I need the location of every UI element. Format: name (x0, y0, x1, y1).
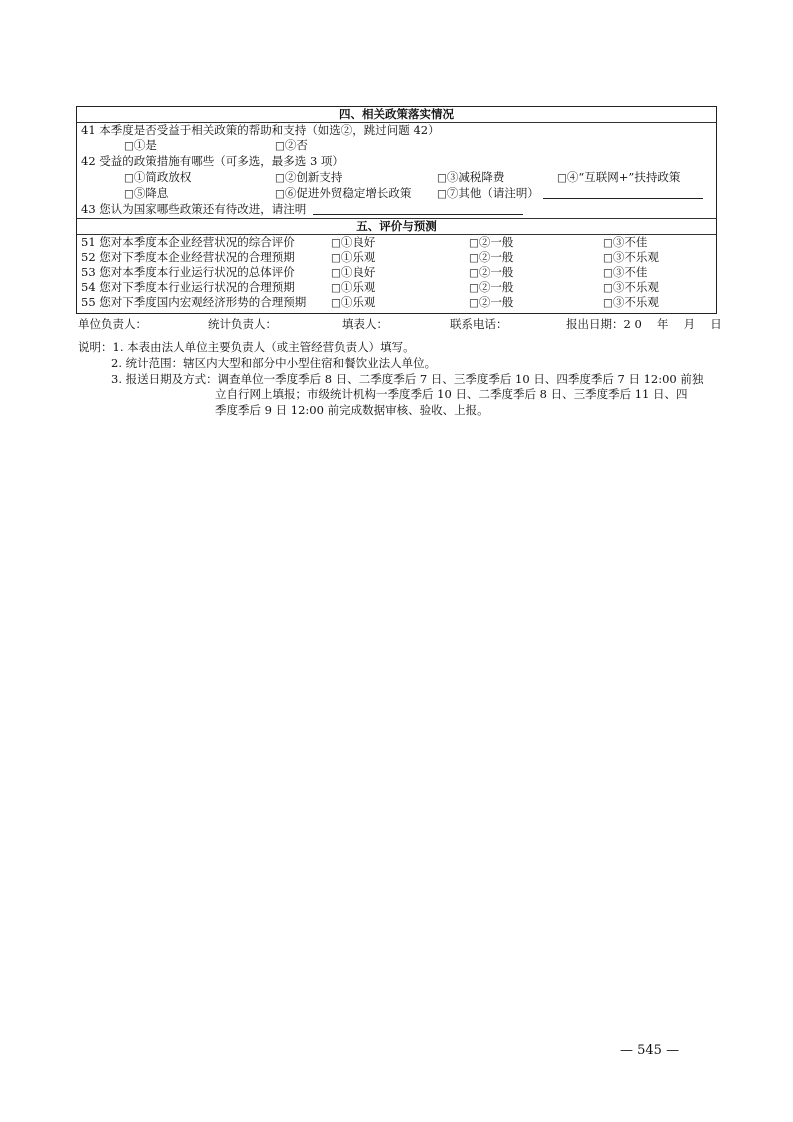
q53-option-b[interactable]: □②一般 (469, 265, 514, 279)
section4-heading: 四、相关政策落实情况 (77, 107, 716, 123)
checkbox-icon[interactable]: □ (124, 188, 134, 200)
q43-row (77, 202, 716, 217)
q52-option-c[interactable]: □③不乐观 (603, 250, 659, 264)
note-3: 3. 报送日期及方式：调查单位一季度季后 8 日、二季度季后 7 日、三季度季后 10 日、四季度季后 7 日 12:00 前独 (111, 372, 704, 386)
q52-text: 52 您对下季度本企业经营状况的合理预期 (81, 250, 295, 264)
q55-text: 55 您对下季度国内宏观经济形势的合理预期 (81, 295, 307, 309)
q51-option-c[interactable]: □③不佳 (603, 235, 648, 249)
q42-options-row-1 (77, 170, 716, 185)
q42-row (77, 154, 716, 169)
checkbox-icon[interactable]: □ (469, 267, 479, 279)
q54-option-b[interactable]: □②一般 (469, 280, 514, 294)
checkbox-icon[interactable]: □ (557, 172, 567, 184)
checkbox-icon[interactable]: □ (603, 267, 613, 279)
q42-option-3[interactable]: □③减税降费 (437, 170, 505, 184)
checkbox-icon[interactable]: □ (469, 237, 479, 249)
checkbox-icon[interactable]: □ (603, 252, 613, 264)
q51-text: 51 您对本季度本企业经营状况的综合评价 (81, 235, 295, 249)
q55-option-c[interactable]: □③不乐观 (603, 295, 659, 309)
checkbox-icon[interactable]: □ (603, 282, 613, 294)
q52-option-a[interactable]: □①乐观 (331, 250, 376, 264)
note-2: 2. 统计范围：辖区内大型和部分中小型住宿和餐饮业法人单位。 (111, 356, 437, 370)
q51-row (77, 235, 716, 250)
checkbox-icon[interactable]: □ (275, 140, 285, 152)
checkbox-icon[interactable]: □ (469, 282, 479, 294)
stat-head-label: 统计负责人： (208, 317, 277, 331)
checkbox-icon[interactable]: □ (331, 297, 341, 309)
q42-option-6[interactable]: □⑥促进外贸稳定增长政策 (275, 186, 412, 200)
q54-option-a[interactable]: □①乐观 (331, 280, 376, 294)
checkbox-icon[interactable]: □ (469, 297, 479, 309)
q54-text: 54 您对下季度本行业运行状况的合理预期 (81, 280, 295, 294)
q53-row (77, 265, 716, 280)
q53-text: 53 您对本季度本行业运行状况的总体评价 (81, 265, 295, 279)
q42-text: 42 受益的政策措施有哪些（可多选，最多选 3 项） (81, 154, 344, 168)
q54-option-c[interactable]: □③不乐观 (603, 280, 659, 294)
checkbox-icon[interactable]: □ (331, 237, 341, 249)
q42-option-2[interactable]: □②创新支持 (275, 170, 343, 184)
q41-options-row (77, 138, 716, 153)
q53-option-c[interactable]: □③不佳 (603, 265, 648, 279)
checkbox-icon[interactable]: □ (124, 172, 134, 184)
note-3-cont-1: 立自行网上填报；市级统计机构一季度季后 10 日、二季度季后 8 日、三季度季后 11 日、四 (215, 387, 688, 401)
q41-text: 41 本季度是否受益于相关政策的帮助和支持（如选②，跳过问题 42） (81, 123, 440, 137)
q55-option-b[interactable]: □②一般 (469, 295, 514, 309)
q55-option-a[interactable]: □①乐观 (331, 295, 376, 309)
q51-option-a[interactable]: □①良好 (331, 235, 376, 249)
checkbox-icon[interactable]: □ (603, 297, 613, 309)
checkbox-icon[interactable]: □ (469, 252, 479, 264)
q52-option-b[interactable]: □②一般 (469, 250, 514, 264)
survey-form-table (76, 106, 717, 314)
q42-option-1[interactable]: □①简政放权 (124, 170, 192, 184)
filler-label: 填表人： (342, 317, 388, 331)
note-1: 说明：1. 本表由法人单位主要负责人（或主管经营负责人）填写。 (78, 340, 415, 354)
checkbox-icon[interactable]: □ (437, 188, 447, 200)
unit-head-label: 单位负责人： (78, 317, 147, 331)
q41-row (77, 123, 716, 138)
checkbox-icon[interactable]: □ (331, 252, 341, 264)
q43-input-line[interactable] (313, 203, 523, 215)
q53-option-a[interactable]: □①良好 (331, 265, 376, 279)
q41-option-yes[interactable]: □①是 (124, 138, 157, 152)
q41-option-no[interactable]: □②否 (275, 138, 308, 152)
q43-text: 43 您认为国家哪些政策还有待改进，请注明 (81, 202, 307, 216)
q42-other-input-line[interactable] (543, 187, 703, 199)
checkbox-icon[interactable]: □ (437, 172, 447, 184)
checkbox-icon[interactable]: □ (331, 267, 341, 279)
q54-row (77, 280, 716, 295)
q42-option-4[interactable]: □④“互联网+”扶持政策 (557, 170, 681, 184)
checkbox-icon[interactable]: □ (275, 188, 285, 200)
checkbox-icon[interactable]: □ (331, 282, 341, 294)
phone-label: 联系电话： (450, 317, 508, 331)
section5-heading: 五、评价与预测 (77, 218, 716, 235)
checkbox-icon[interactable]: □ (124, 140, 134, 152)
q51-option-b[interactable]: □②一般 (469, 235, 514, 249)
q55-row (77, 295, 716, 310)
note-3-cont-2: 季度季后 9 日 12:00 前完成数据审核、验收、上报。 (215, 403, 489, 417)
page-number: — 545 — (620, 1043, 680, 1058)
q42-options-row-2 (77, 186, 716, 201)
checkbox-icon[interactable]: □ (603, 237, 613, 249)
q52-row (77, 250, 716, 265)
q42-option-7[interactable]: □⑦其他（请注明） (437, 186, 539, 200)
checkbox-icon[interactable]: □ (275, 172, 285, 184)
report-date-label: 报出日期：2 0 年 月 日 (566, 317, 722, 331)
q42-option-5[interactable]: □⑤降息 (124, 186, 169, 200)
